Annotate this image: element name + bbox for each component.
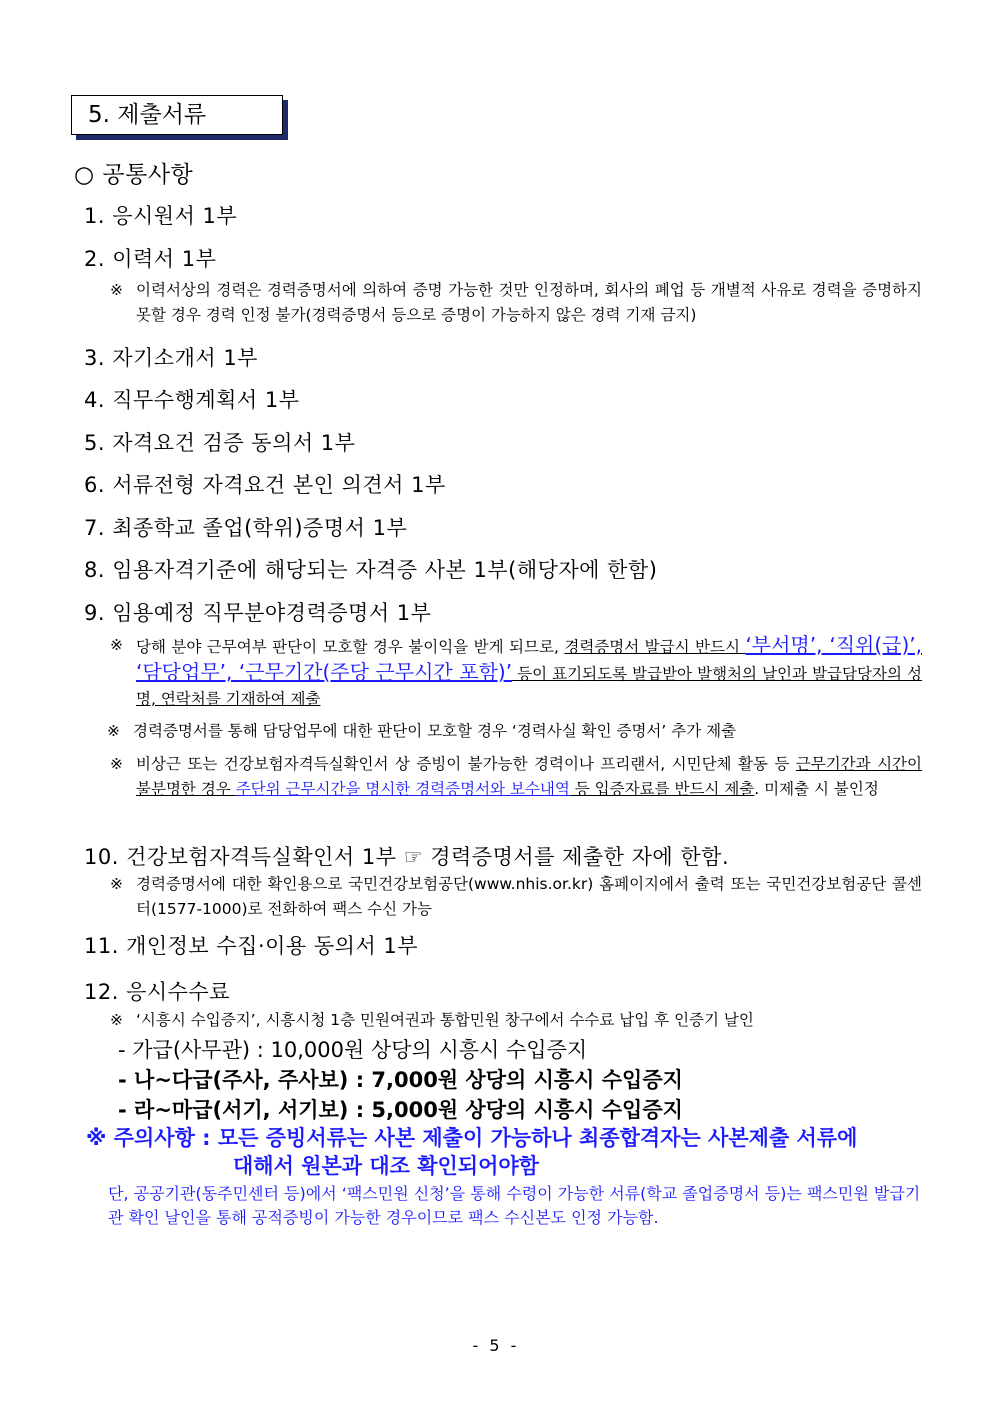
fax-note: 단, 공공기관(동주민센터 등)에서 ‘팩스민원 신청’을 통해 수령이 가능한 서류(학교 졸업증명서 등)는 팩스민원 발급기관 확인 날인을 통해 공적증빙이 가능한 경우이므로 팩스 수신본도 인정 가능함.	[108, 1184, 921, 1227]
note-highlight-text: ‘부서명’, ‘직위(급)’, ‘담당업무’, ‘근무기간(주당 근무시간 포함)’	[136, 633, 922, 684]
item-2: 2. 이력서 1부	[84, 247, 217, 271]
note-underlined-text: 경력증명서 발급시 반드시	[564, 638, 746, 656]
note-underlined-text: 등이 표기되도록 발급받아 발행처의 날인과 발급담당자의 성명, 연락처를 기재하여 제출	[136, 665, 922, 708]
note-underlined-text: 근무기간과 시간이 불분명한 경우	[136, 755, 922, 798]
note-mark: ※	[110, 281, 123, 299]
note-item-9b	[107, 719, 919, 744]
note-item-12	[110, 1008, 922, 1033]
note-text: 이력서상의 경력은 경력증명서에 의하여 증명 가능한 것만 인정하며, 회사의 폐업 등 개별적 사유로 경력을 증명하지 못할 경우 경력 인정 불가(경력증명서 등으로 증명이 가능하지 않은 경력 기재 금지)	[136, 281, 922, 324]
item-4: 4. 직무수행계획서 1부	[84, 388, 300, 412]
item-7: 7. 최종학교 졸업(학위)증명서 1부	[84, 516, 408, 540]
note-item-9a	[110, 633, 922, 712]
note-item-9c	[110, 752, 922, 802]
note-mark: ※	[110, 755, 123, 773]
item-6: 6. 서류전형 자격요건 본인 의견서 1부	[84, 473, 446, 497]
item-1: 1. 응시원서 1부	[84, 204, 238, 228]
note-text: 경력증명서를 통해 담당업무에 대한 판단이 모호할 경우 ‘경력사실 확인 증명서’ 추가 제출	[133, 722, 737, 740]
note-text: 당해 분야 근무여부 판단이 모호할 경우 불이익을 받게 되므로,	[136, 638, 565, 656]
note-mark: ※	[107, 722, 120, 740]
note-item-2	[110, 278, 922, 328]
note-highlight-text: 주단위 근무시간을 명시한 경력증명서와 보수내역	[235, 780, 570, 798]
note-text: 비상근 또는 건강보험자격득실확인서 상 증빙이 불가능한 경력이나 프리랜서, 시민단체 활동 등	[136, 755, 796, 773]
item-12: 12. 응시수수료	[84, 980, 231, 1004]
common-heading: ○ 공통사항	[74, 162, 194, 188]
item-3: 3. 자기소개서 1부	[84, 346, 258, 370]
item-5: 5. 자격요건 검증 동의서 1부	[84, 431, 356, 455]
note-text: 경력증명서에 대한 확인용으로 국민건강보험공단(www.nhis.or.kr) 홈페이지에서 출력 또는 국민건강보험공단 콜센터(1577-1000)로 전화하여 팩스 수신 가능	[136, 875, 922, 918]
fee-grade-ra-ma: - 라~마급(서기, 서기보) : 5,000원 상당의 시흥시 수입증지	[118, 1098, 683, 1122]
note-mark: ※	[110, 875, 123, 893]
item-11: 11. 개인정보 수집·이용 동의서 1부	[84, 934, 419, 958]
caution-note	[86, 1124, 936, 1180]
caution-line-1: ※ 주의사항 : 모든 증빙서류는 사본 제출이 가능하나 최종합격자는 사본제출 서류에	[86, 1126, 858, 1150]
item-8: 8. 임용자격기준에 해당되는 자격증 사본 1부(해당자에 한함)	[84, 558, 658, 582]
note-mark: ※	[110, 636, 123, 654]
note-text: ‘시흥시 수입증지’, 시흥시청 1층 민원여권과 통합민원 창구에서 수수료 납입 후 인증기 날인	[136, 1011, 754, 1029]
page-number: - 5 -	[472, 1336, 520, 1355]
item-10: 10. 건강보험자격득실확인서 1부 ☞ 경력증명서를 제출한 자에 한함.	[84, 845, 730, 869]
note-text: . 미제출 시 불인정	[754, 780, 879, 798]
section-title: 5. 제출서류	[71, 95, 283, 135]
caution-line-2: 대해서 원본과 대조 확인되어야함	[233, 1154, 539, 1178]
fee-grade-na-da: - 나~다급(주사, 주사보) : 7,000원 상당의 시흥시 수입증지	[118, 1068, 683, 1092]
note-underlined-text: 등 입증자료를 반드시 제출	[569, 780, 755, 798]
note-mark: ※	[110, 1011, 123, 1029]
fee-grade-ga: - 가급(사무관) : 10,000원 상당의 시흥시 수입증지	[118, 1038, 588, 1062]
item-9: 9. 임용예정 직무분야경력증명서 1부	[84, 601, 432, 625]
note-item-10	[110, 872, 922, 922]
